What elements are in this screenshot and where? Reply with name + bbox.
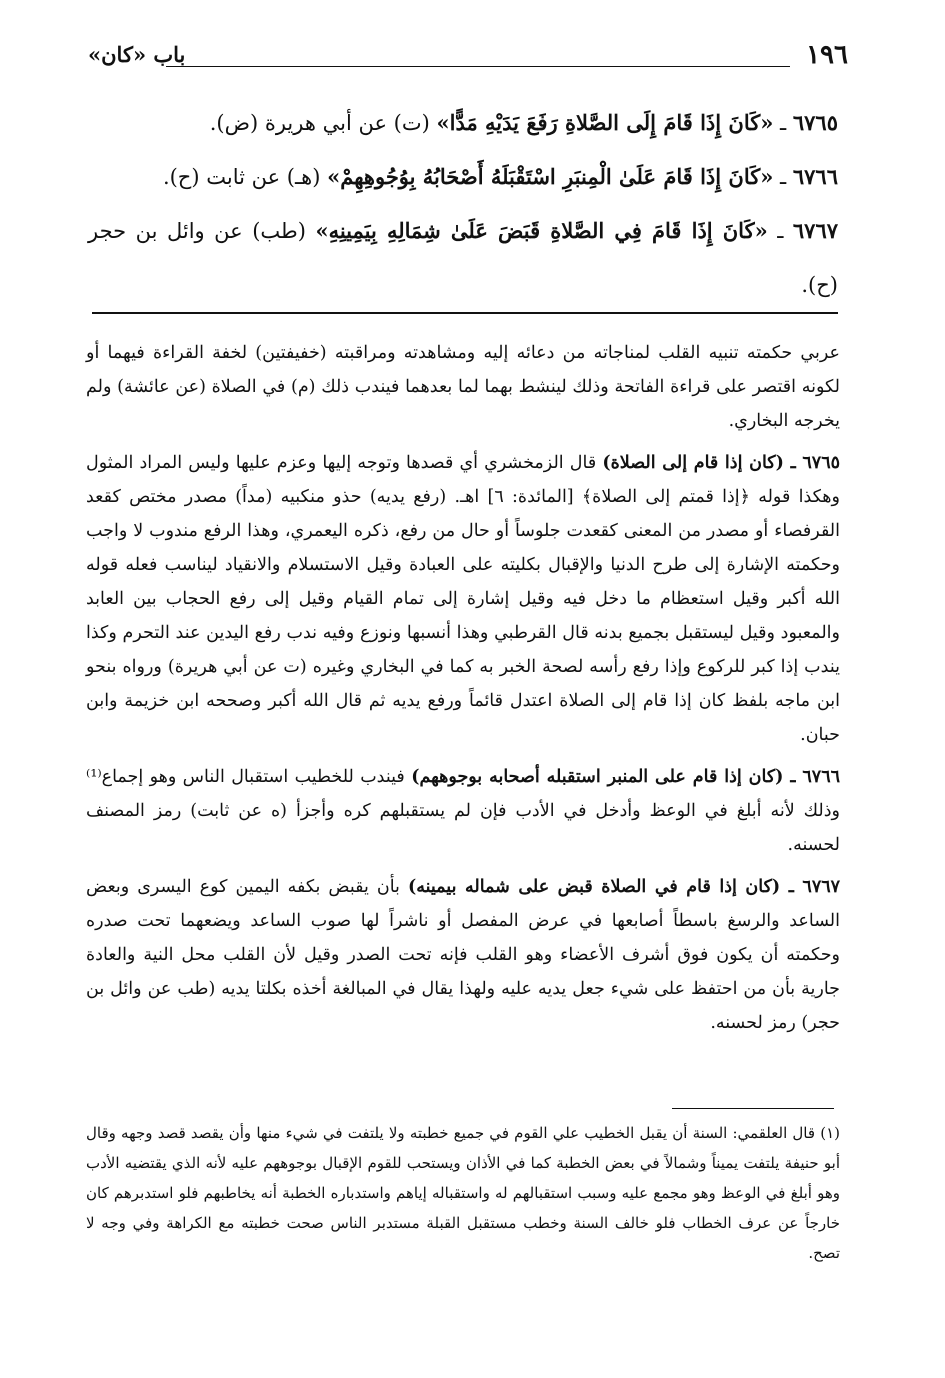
chapter-title: باب «كان» <box>88 42 186 67</box>
hadith-number: ٦٧٦٦ <box>792 164 838 189</box>
commentary-lemma: (كان إذا قام على المنبر استقبله أصحابه بوجوههم) <box>411 767 784 787</box>
hadith-text: «كَانَ إِذَا قَامَ فِي الصَّلاةِ قَبَضَ عَلَىٰ شِمَالِهِ بِيَمِينِهِ» <box>315 218 768 243</box>
commentary <box>86 336 840 1048</box>
commentary-text: بأن يقبض بكفه اليمين كوع اليسرى وبعض الساعد والرسغ باسطاً أصابعها في عرض المفصل أو ناشراً لها صوب الساعد ويضعهما تحت صدره وحكمته أن يكون فوق أشرف الأعضاء وهو القلب فإنه تحت الصدر وقيل لأن القلب محل النية والعادة جارية بأن من احتفظ على شيء جعل يديه عليه ولهذا يقال في المبالغة أخذه بكلتا يديه (طب عن وائل بن حجر) رمز لحسنه. <box>86 877 840 1033</box>
running-header <box>88 38 848 74</box>
commentary-paragraph: عربي حكمته تنبيه القلب لمناجاته من دعائه إليه ومشاهدته ومراقبته (خفيفتين) لخفة القراءة فيهما أو لكونه اقتصر على قراءة الفاتحة وذلك لينشط بهما لما بعدهما فيندب ذلك (م) في الصلاة (عن عائشة) ولم يخرجه البخاري. <box>86 343 840 431</box>
commentary-paragraph: ٦٧٦٥ ـ (كان إذا قام إلى الصلاة) قال الزمخشري أي قصدها وتوجه إليها وعزم عليها وليس المراد المثول وهكذا قوله ﴿إذا قمتم إلى الصلاة﴾ [المائدة: ٦] اهـ. (رفع يديه) حذو منكبيه (مداً) مصدر مختص كقعد القرفصاء أو مصدر من المعنى كقعدت جلوساً أو حال من رفع، ذكره اليعمري، وهذا الرفع مندوب لا واجب وحكمته الإشارة إلى طرح الدنيا والإقبال بكليته على العبادة وقيل الاستسلام والانقياد ليناسب فعله قوله الله أكبر وقيل استعظام ما دخل فيه وقيل إشارة إلى تمام القيام وقيل إلى رفع الحجاب بين العابد والمعبود وقيل ليستقبل بجميع بدنه قال القرطبي وهذا أنسبها ونوزع وفيه ندب رفع اليدين عند التحرم وكذا يندب إذا كبر للركوع وإذا رفع رأسه لصحة الخبر به كما في البخاري وغيره (ت عن أبي هريرة) ورواه بنحو ابن ماجه بلفظ كان إذا قام إلى الصلاة اعتدل قائماً ورفع يديه ثم قال الله أكبر وصححه ابن خزيمة وابن حبان. <box>86 453 840 745</box>
hadith-item: ٦٧٦٥ ـ «كَانَ إِذَا قَامَ إِلَى الصَّلاةِ رَفَعَ يَدَيْهِ مَدًّا» (ت) عن أبي هريرة (ض). <box>209 110 838 135</box>
hadith-item: ٦٧٦٦ ـ «كَانَ إِذَا قَامَ عَلَىٰ الْمِنبَرِ اسْتَقْبَلَهُ أَصْحَابُهُ بِوُجُوهِهِمْ» (هـ) عن ثابت (ح). <box>162 164 838 189</box>
page-number: ١٩٦ <box>806 40 848 70</box>
section-divider <box>92 312 838 314</box>
hadith-source: (ت) عن أبي هريرة (ض). <box>209 111 430 135</box>
commentary-number: ٦٧٦٦ <box>802 767 841 787</box>
footnotes <box>86 1118 840 1268</box>
commentary-text: فيندب للخطيب استقبال الناس وهو إجماع⁽¹⁾ وذلك لأنه أبلغ في الوعظ وأدخل في الأدب فإن لم يستقبلهم كره وأجزأ (ه عن ثابت) رمز المصنف لحسنه. <box>86 767 840 855</box>
footnote-divider <box>672 1108 834 1109</box>
hadith-number: ٦٧٦٥ <box>792 110 838 135</box>
commentary-number: ٦٧٦٧ <box>802 877 841 897</box>
hadith-source: (طب) عن وائل بن حجر (ح). <box>88 219 838 297</box>
hadith-text: «كَانَ إِذَا قَامَ عَلَىٰ الْمِنبَرِ اسْتَقْبَلَهُ أَصْحَابُهُ بِوُجُوهِهِمْ» <box>327 164 774 189</box>
commentary-paragraph: ٦٧٦٧ ـ (كان إذا قام في الصلاة قبض على شماله بيمينه) بأن يقبض بكفه اليمين كوع اليسرى وبعض الساعد والرسغ باسطاً أصابعها في عرض المفصل أو ناشراً لها صوب الساعد ويضعهما تحت صدره وحكمته أن يكون فوق أشرف الأعضاء وهو القلب فإنه تحت الصدر وقيل لأن القلب محل النية والعادة جارية بأن من احتفظ على شيء جعل يديه عليه ولهذا يقال في المبالغة أخذه بكلتا يديه (طب عن وائل بن حجر) رمز لحسنه. <box>86 877 841 1033</box>
commentary-paragraph: ٦٧٦٦ ـ (كان إذا قام على المنبر استقبله أصحابه بوجوههم) فيندب للخطيب استقبال الناس وهو إجماع⁽¹⁾ وذلك لأنه أبلغ في الوعظ وأدخل في الأدب فإن لم يستقبلهم كره وأجزأ (ه عن ثابت) رمز المصنف لحسنه. <box>86 767 841 855</box>
hadith-source: (هـ) عن ثابت (ح). <box>162 165 321 189</box>
hadith-text: «كَانَ إِذَا قَامَ إِلَى الصَّلاةِ رَفَعَ يَدَيْهِ مَدًّا» <box>436 110 774 135</box>
commentary-text: قال الزمخشري أي قصدها وتوجه إليها وعزم عليها وليس المراد المثول وهكذا قوله ﴿إذا قمتم إلى الصلاة﴾ [المائدة: ٦] اهـ. (رفع يديه) حذو منكبيه (مداً) مصدر مختص كقعد القرفصاء أو مصدر من المعنى كقعدت جلوساً أو حال من رفع، ذكره اليعمري، وهذا الرفع مندوب لا واجب وحكمته الإشارة إلى طرح الدنيا والإقبال بكليته على العبادة وقيل الاستسلام والانقياد ليناسب فعله قوله الله أكبر وقيل استعظام ما دخل فيه وقيل إشارة إلى تمام القيام وقيل إلى رفع الحجاب بين العابد والمعبود وقيل ليستقبل بجميع بدنه قال القرطبي وهذا أنسبها ونوزع وفيه ندب رفع اليدين عند التحرم وكذا يندب إذا كبر للركوع وإذا رفع رأسه لصحة الخبر به كما في البخاري وغيره (ت عن أبي هريرة) ورواه بنحو ابن ماجه بلفظ كان إذا قام إلى الصلاة اعتدل قائماً ورفع يديه ثم قال الله أكبر وصححه ابن خزيمة وابن حبان. <box>86 453 840 745</box>
hadith-list <box>88 96 838 312</box>
footnote-text: (١) قال العلقمي: السنة أن يقبل الخطيب علي القوم في جميع خطبته ولا يلتفت في شيء منها وأن يقصد قصد وجهه وقال أبو حنيفة يلتفت يميناً وشمالاً في بعض الخطبة كما في الأذان ويستحب للقوم الإقبال بوجوههم عليه لأنه الذي يقتضيه الأدب وهو أبلغ في الوعظ وهو مجمع عليه وسبب استقبالهم له واستقباله إياهم واستدباره الخطبة أنه يخاطبهم فلو استدبرهم كان خارجاً عن عرف الخطاب فلو خالف السنة وخطب مستقبل القبلة مستدبر الناس صحت خطبته مع الكراهة وفي وجه لا تصح. <box>86 1124 840 1262</box>
hadith-item: ٦٧٦٧ ـ «كَانَ إِذَا قَامَ فِي الصَّلاةِ قَبَضَ عَلَىٰ شِمَالِهِ بِيَمِينِهِ» (طب) عن وائل بن حجر (ح). <box>88 218 839 297</box>
commentary-lemma: (كان إذا قام في الصلاة قبض على شماله بيمينه) <box>407 877 781 897</box>
header-rule <box>166 66 790 67</box>
commentary-number: ٦٧٦٥ <box>802 453 840 473</box>
hadith-number: ٦٧٦٧ <box>792 218 839 243</box>
commentary-lemma: (كان إذا قام إلى الصلاة) <box>602 453 784 473</box>
